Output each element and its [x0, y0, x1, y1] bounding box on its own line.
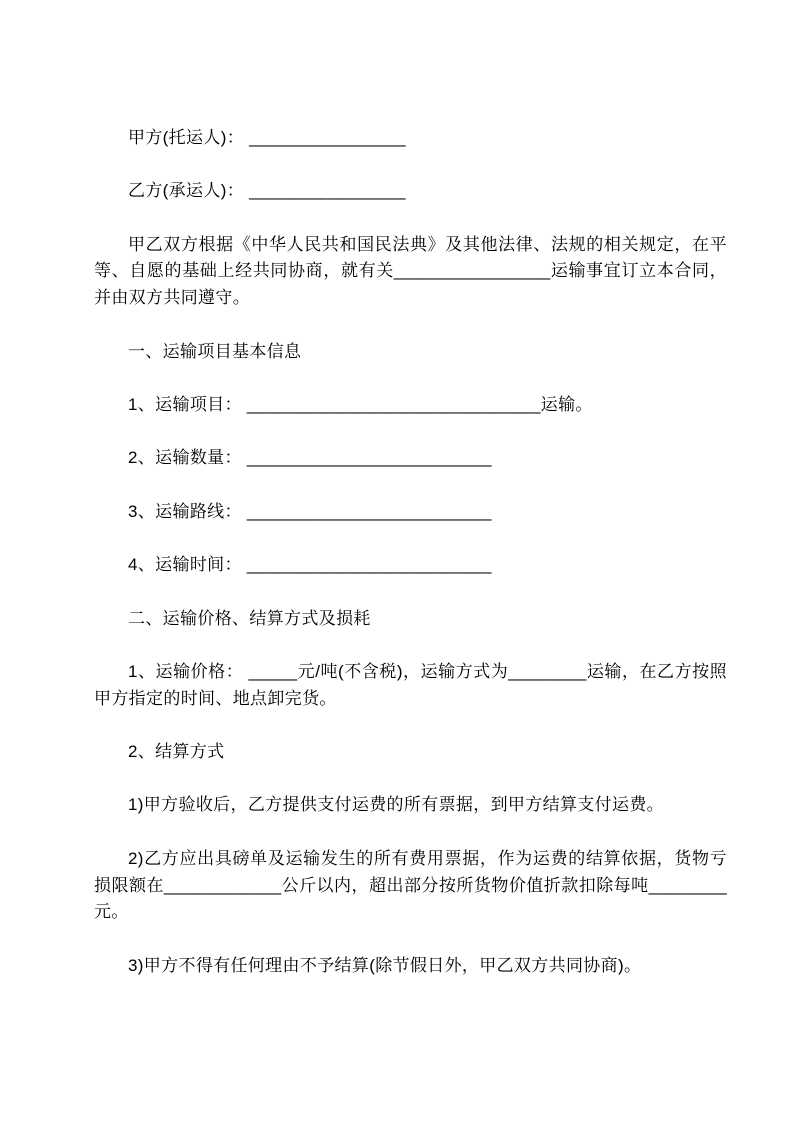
section-1-item-transport-route: 3、运输路线： _________________________ — [128, 501, 492, 521]
section-2-item-price: 1、运输价格： _____元/吨(不含税)，运输方式为________运输，在乙方按照甲方指定的时间、地点卸完货。 — [94, 661, 727, 708]
party-a-line: 甲方(托运人)： ________________ — [128, 128, 406, 147]
section-1-item-transport-project: 1、运输项目： ______________________________运输。 — [128, 394, 593, 414]
section-1-item-transport-quantity: 2、运输数量： _________________________ — [128, 448, 492, 468]
section-1-heading: 一、运输项目基本信息 — [128, 341, 302, 361]
settlement-subitem-2: 2)乙方应出具磅单及运输发生的所有费用票据，作为运费的结算依据，货物亏损限额在____________公斤以内，超出部分按所货物价值折款扣除每吨________元。 — [94, 848, 727, 922]
party-b-line: 乙方(承运人)： ________________ — [128, 181, 406, 201]
settlement-subitem-1: 1)甲方验收后，乙方提供支付运费的所有票据，到甲方结算支付运费。 — [128, 795, 664, 815]
settlement-subitem-3: 3)甲方不得有任何理由不予结算(除节假日外，甲乙双方共同协商)。 — [128, 955, 642, 975]
preamble-paragraph: 甲乙双方根据《中华人民共和国民法典》及其他法律、法规的相关规定，在平等、自愿的基础上经共同协商，就有关________________运输事宜订立本合同，并由双方共同遵守。 — [94, 234, 727, 308]
section-1-item-transport-time: 4、运输时间： _________________________ — [128, 555, 492, 575]
section-2-heading: 二、运输价格、结算方式及损耗 — [128, 608, 371, 628]
section-2-item-settlement-heading: 2、结算方式 — [128, 742, 225, 762]
